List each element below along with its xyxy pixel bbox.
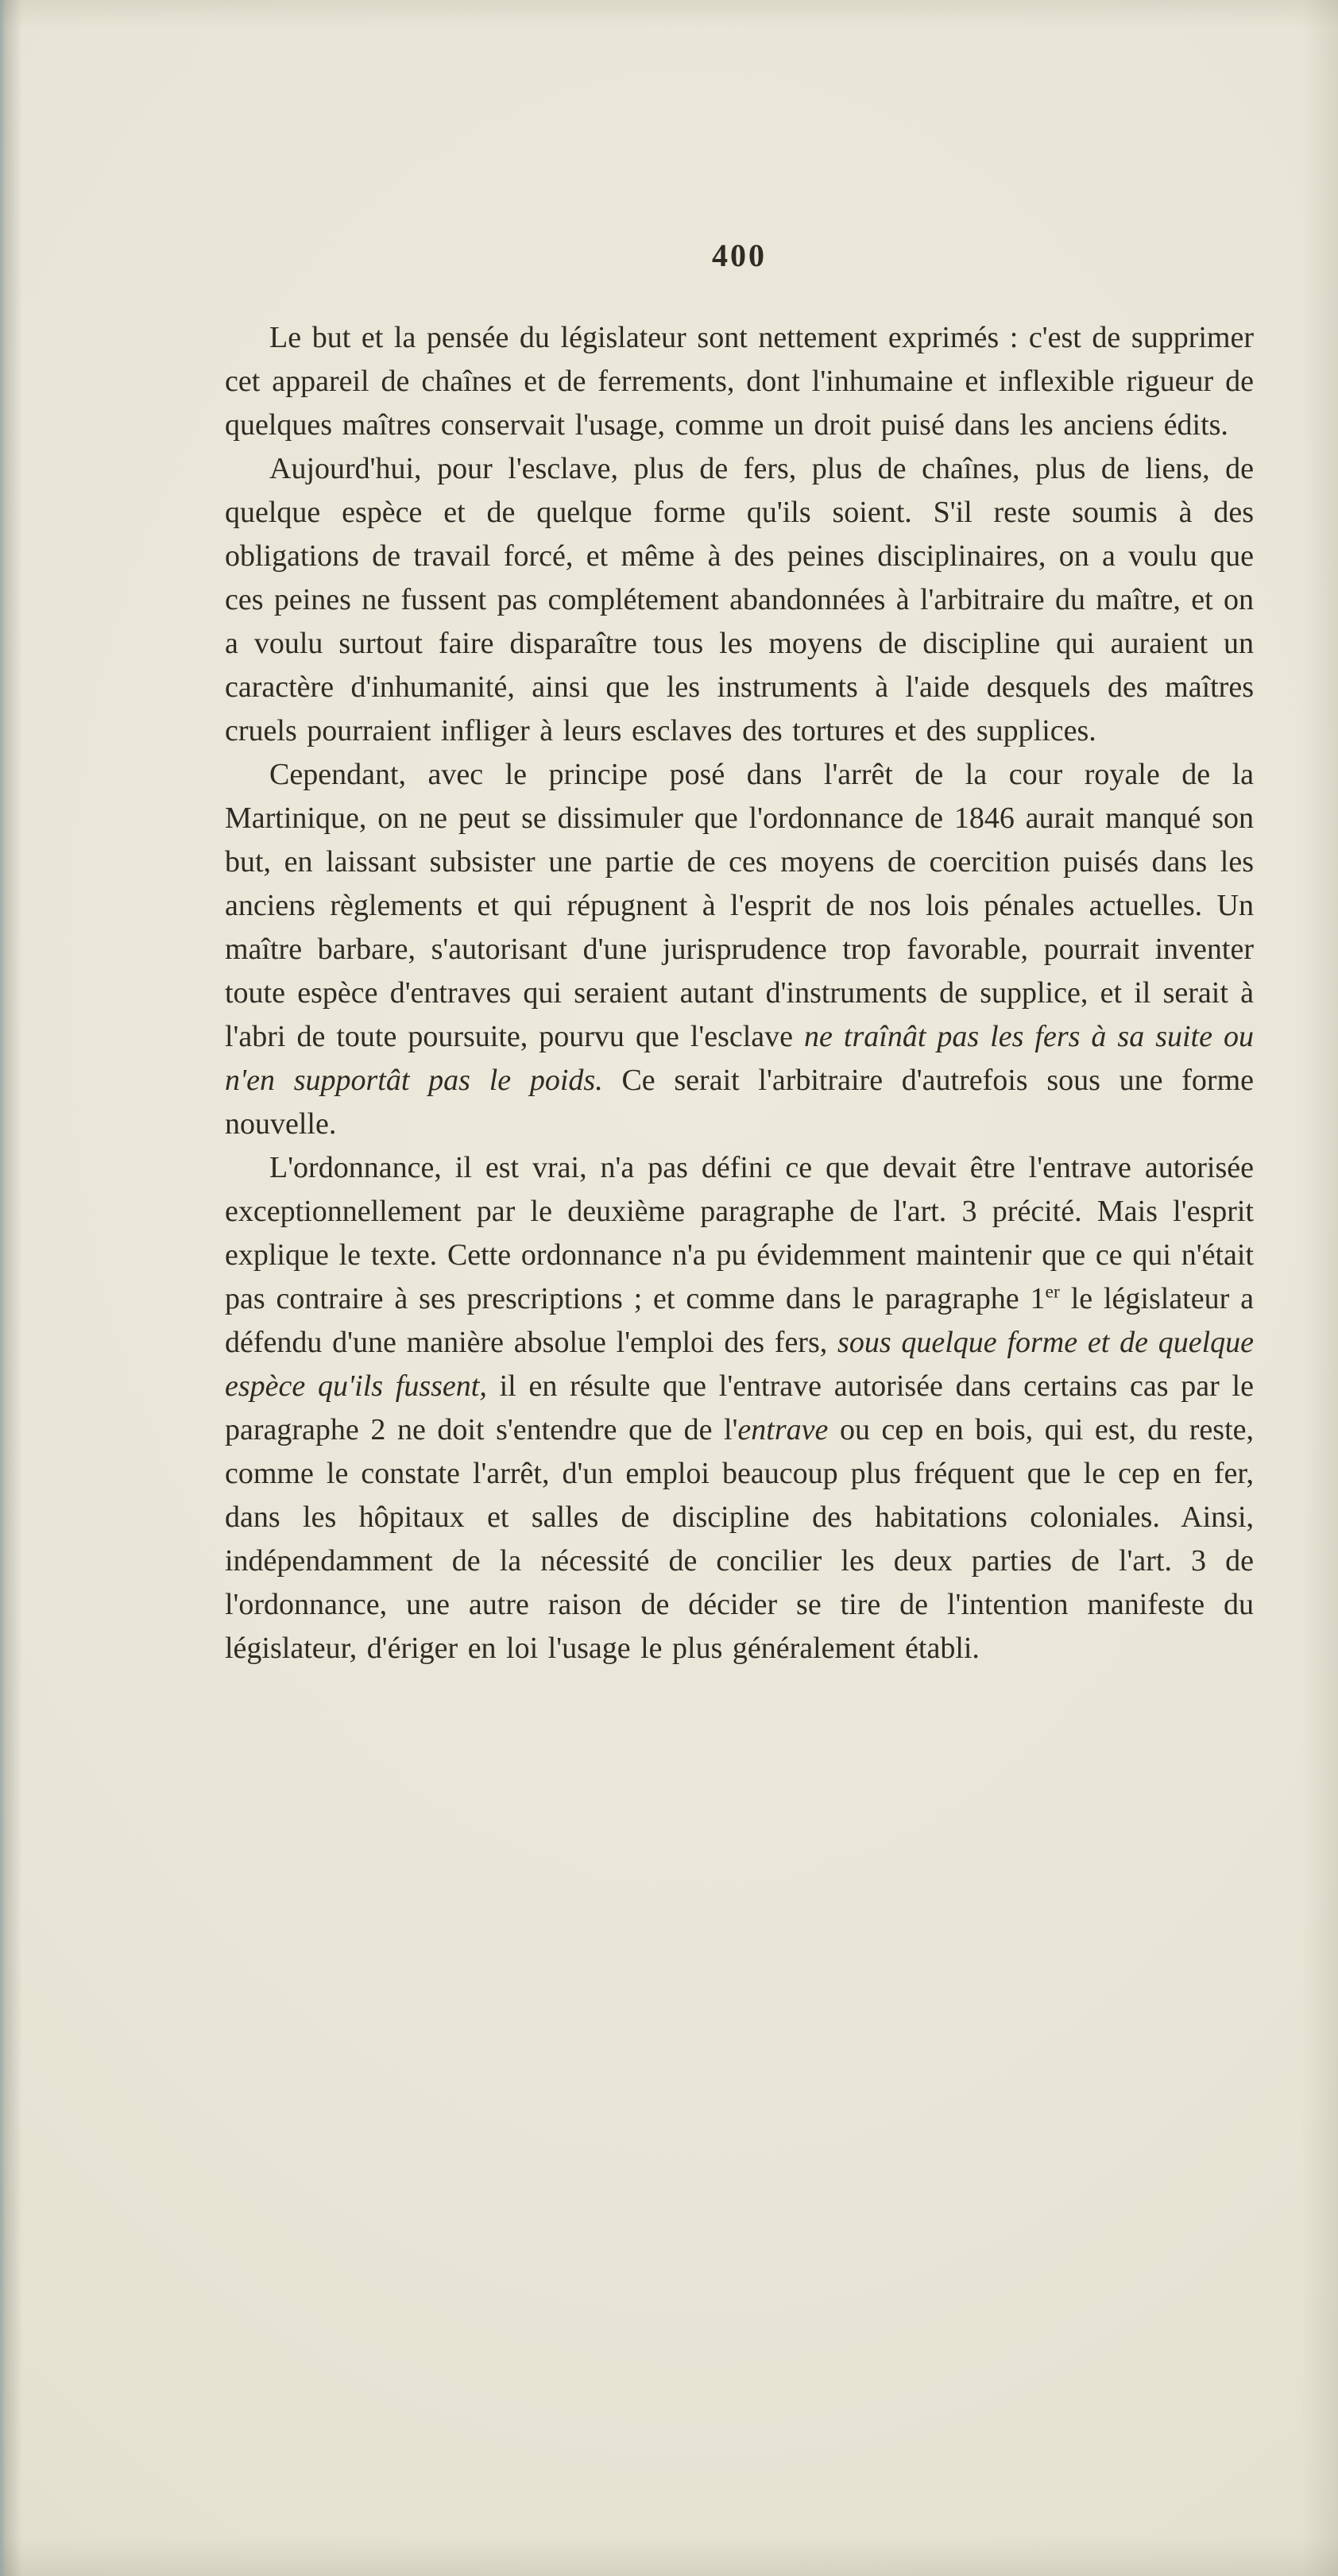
- body-text: Cependant, avec le principe posé dans l'arrêt de la cour royale de la Martinique, on ne peut se dissimuler que l'ordonnance de 1846 aurait manqué son but, en laissant subsister une partie de ces moyens de coercition puisés dans les anciens règlements et qui répugnent à l'esprit de nos lois pénales actuelles. Un maître barbare, s'autorisant d'une jurisprudence trop favorable, pourrait inventer toute espèce d'entraves qui seraient autant d'instruments de supplice, et il serait à l'abri de toute poursuite, pourvu que l'esclave: [225, 758, 1254, 1053]
- body-text: ou cep en bois, qui est, du reste, comme le constate l'arrêt, d'un emploi beaucoup plus fréquent que le cep en fer, dans les hôpitaux et salles de discipline des habitations coloniales. Ainsi, indépendamment de la nécessité de concilier les deux parties de l'art. 3 de l'ordonnance, une autre raison de décider se tire de l'intention manifeste du législateur, d'ériger en loi l'usage le plus généralement établi.: [225, 1413, 1254, 1665]
- paragraph: [225, 753, 1254, 1146]
- body-text: Ce serait l'arbitraire d'autrefois sous une forme nouvelle.: [225, 1064, 1254, 1141]
- paragraph: [225, 447, 1254, 753]
- body-text: le législateur a défendu d'une manière absolue l'emploi des fers,: [225, 1282, 1254, 1359]
- italic-text: ne traînât pas les fers à sa suite ou n'en supportât pas le poids.: [225, 1020, 1254, 1097]
- body-text: Aujourd'hui, pour l'esclave, plus de fers, plus de chaînes, plus de liens, de quelque espèce et de quelque forme qu'ils soient. S'il reste soumis à des obligations de travail forcé, et même à des peines disciplinaires, on a voulu que ces peines ne fussent pas complétement abandonnées à l'arbitraire du maître, et on a voulu surtout faire disparaître tous les moyens de discipline qui auraient un caractère d'inhumanité, ainsi que les instruments à l'aide desquels des maîtres cruels pourraient infliger à leurs esclaves des tortures et des supplices.: [225, 452, 1254, 747]
- page-number: 400: [712, 238, 767, 273]
- italic-text: sous quelque forme et de quelque espèce qu'ils fussent,: [225, 1326, 1254, 1403]
- paragraph: [225, 316, 1254, 447]
- italic-text: entrave: [737, 1413, 829, 1446]
- page-text: [225, 316, 1254, 1670]
- body-text: L'ordonnance, il est vrai, n'a pas défini ce que devait être l'entrave autorisée exceptionnellement par le deuxième paragraphe de l'art. 3 précité. Mais l'esprit explique le texte. Cette ordonnance n'a pu évidemment maintenir que ce qui n'était pas contraire à ses prescriptions ; et comme dans le paragraphe 1: [225, 1151, 1254, 1315]
- body-text: Le but et la pensée du législateur sont nettement exprimés : c'est de supprimer cet appareil de chaînes et de ferrements, dont l'inhumaine et inflexible rigueur de quelques maîtres conservait l'usage, comme un droit puisé dans les anciens édits.: [225, 321, 1254, 442]
- paragraph: [225, 1146, 1254, 1670]
- body-text: il en résulte que l'entrave autorisée dans certains cas par le paragraphe 2 ne doit s'entendre que de l': [225, 1369, 1254, 1446]
- superscript-text: er: [1045, 1281, 1060, 1303]
